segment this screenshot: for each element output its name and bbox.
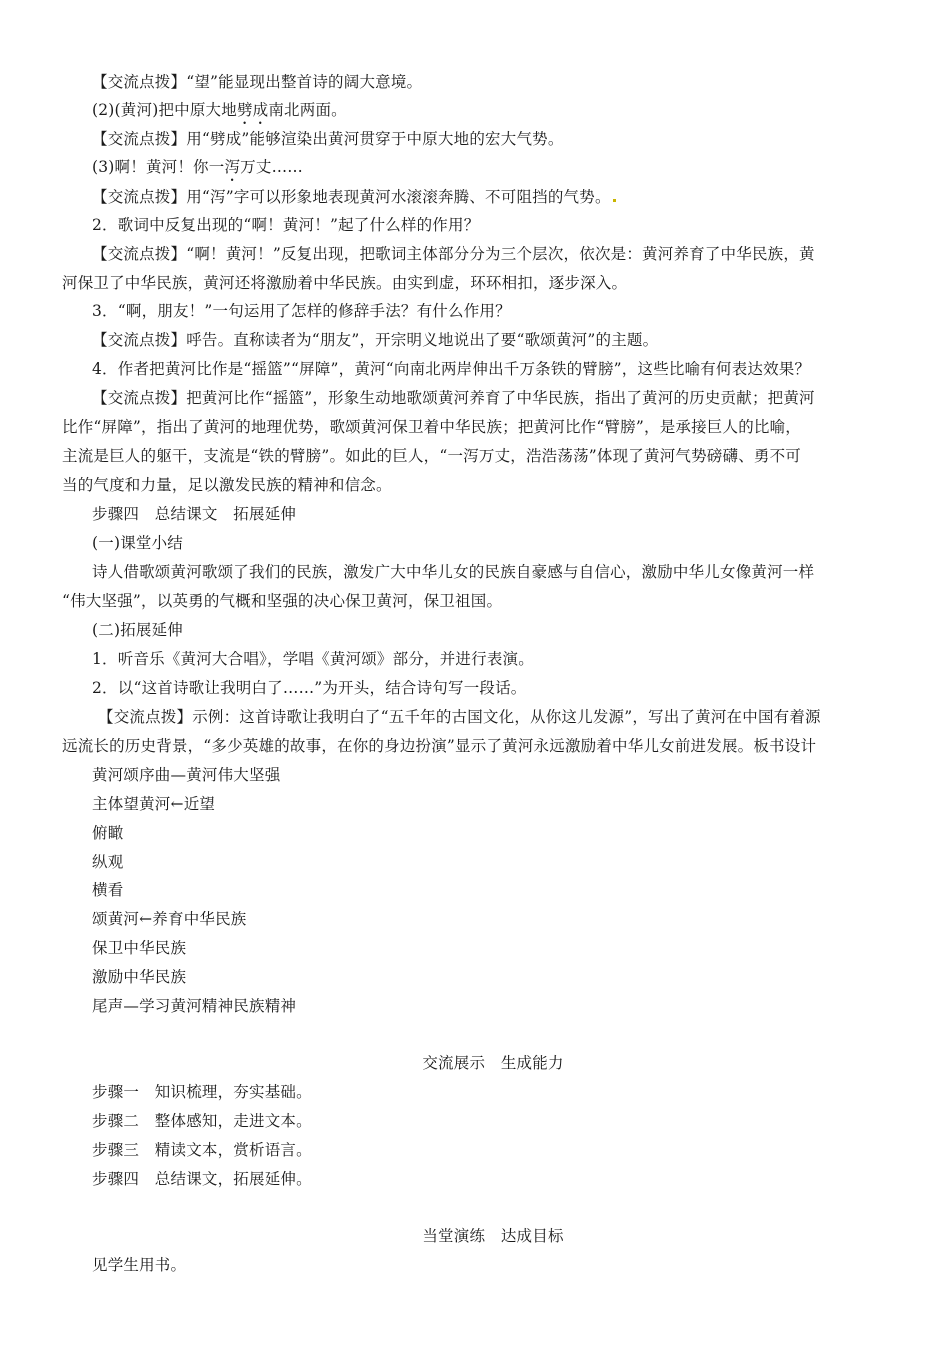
paragraph-line: 【交流点拨】用“劈成”能够渲染出黄河贯穿于中原大地的宏大气势。 [92, 130, 564, 148]
board-line: 横看 [92, 881, 124, 899]
step-item: 步骤一 知识梳理，夯实基础。 [92, 1083, 312, 1101]
text-segment: 万丈…… [240, 158, 303, 176]
board-line: 激励中华民族 [92, 968, 187, 986]
subsection-heading: (一)课堂小结 [92, 534, 183, 552]
section-title: 当堂演练 达成目标 [422, 1227, 564, 1245]
paragraph-line [92, 157, 303, 185]
board-line: 主体望黄河←近望 [92, 795, 216, 813]
emphasized-text: 泻 [224, 158, 241, 176]
board-line: 颂黄河←养育中华民族 [92, 910, 247, 928]
text-segment: 【交流点拨】用“泻”字可以形象地表现黄河水滚滚奔腾、不可阻挡的气势。 [92, 188, 611, 206]
step-heading: 步骤四 总结课文 拓展延伸 [92, 505, 297, 523]
list-item: 1．听音乐《黄河大合唱》，学唱《黄河颂》部分，并进行表演。 [92, 650, 534, 668]
paragraph-line: 主流是巨人的躯干，支流是“铁的臂膀”。如此的巨人，“一泻万丈，浩浩荡荡”体现了黄河气势磅礴、勇不可 [62, 447, 801, 465]
emphasized-text: 劈成 [236, 101, 269, 119]
paragraph-line: 【交流点拨】呼告。直称读者为“朋友”，开宗明义地说出了要“歌颂黄河”的主题。 [92, 331, 659, 349]
paragraph-line [92, 187, 616, 207]
paragraph-line: 河保卫了中华民族，黄河还将激励着中华民族。由实到虚，环环相扣，逐步深入。 [62, 274, 628, 292]
list-item: 2．以“这首诗歌让我明白了……”为开头，结合诗句写一段话。 [92, 679, 527, 697]
board-line: 黄河颂序曲—黄河伟大坚强 [92, 766, 281, 784]
paragraph-line [92, 100, 347, 128]
question-line: 4．作者把黄河比作是“摇篮”“屏障”，黄河“向南北两岸伸出千万条铁的臂膀”，这些比喻有何表达效果？ [92, 360, 811, 378]
board-line: 保卫中华民族 [92, 939, 187, 957]
paragraph-line: 见学生用书。 [92, 1256, 187, 1274]
paragraph-line: “伟大坚强”，以英勇的气概和坚强的决心保卫黄河，保卫祖国。 [62, 592, 503, 610]
text-segment: (2)(黄河)把中原大地 [92, 101, 237, 119]
paragraph-line: 比作“屏障”，指出了黄河的地理优势，歌颂黄河保卫着中华民族；把黄河比作“臂膀”，是承接巨人的比喻， [62, 418, 801, 436]
question-line: 3．“啊，朋友！”一句运用了怎样的修辞手法？有什么作用？ [92, 302, 511, 320]
step-item: 步骤四 总结课文，拓展延伸。 [92, 1170, 312, 1188]
step-item: 步骤二 整体感知，走进文本。 [92, 1112, 312, 1130]
board-line: 纵观 [92, 853, 124, 871]
paragraph-line: 【交流点拨】把黄河比作“摇篮”，形象生动地歌颂黄河养育了中华民族，指出了黄河的历史贡献；把黄河 [92, 389, 815, 407]
subsection-heading: (二)拓展延伸 [92, 621, 183, 639]
text-segment: (3)啊！黄河！你一 [92, 158, 225, 176]
paragraph-line: 远流长的历史背景，“多少英雄的故事，在你的身边扮演”显示了黄河永远激励着中华儿女前进发展。板书设计 [62, 737, 817, 755]
paragraph-line: 【交流点拨】“望”能显现出整首诗的阔大意境。 [92, 73, 423, 91]
bookmark-marker [613, 199, 616, 202]
board-line: 尾声—学习黄河精神民族精神 [92, 997, 297, 1015]
paragraph-line: 当的气度和力量，足以激发民族的精神和信念。 [62, 476, 392, 494]
section-title: 交流展示 生成能力 [422, 1054, 564, 1072]
board-line: 俯瞰 [92, 824, 124, 842]
text-segment: 南北两面。 [268, 101, 347, 119]
question-line: 2．歌词中反复出现的“啊！黄河！”起了什么样的作用？ [92, 216, 480, 234]
paragraph-line: 诗人借歌颂黄河歌颂了我们的民族，激发广大中华儿女的民族自豪感与自信心，激励中华儿女像黄河一样 [92, 563, 815, 581]
paragraph-line: 【交流点拨】示例：这首诗歌让我明白了“五千年的古国文化，从你这儿发源”，写出了黄河在中国有着源 [98, 708, 821, 726]
paragraph-line: 【交流点拨】“啊！黄河！”反复出现，把歌词主体部分分为三个层次，依次是：黄河养育了中华民族，黄 [92, 245, 815, 263]
step-item: 步骤三 精读文本，赏析语言。 [92, 1141, 312, 1159]
